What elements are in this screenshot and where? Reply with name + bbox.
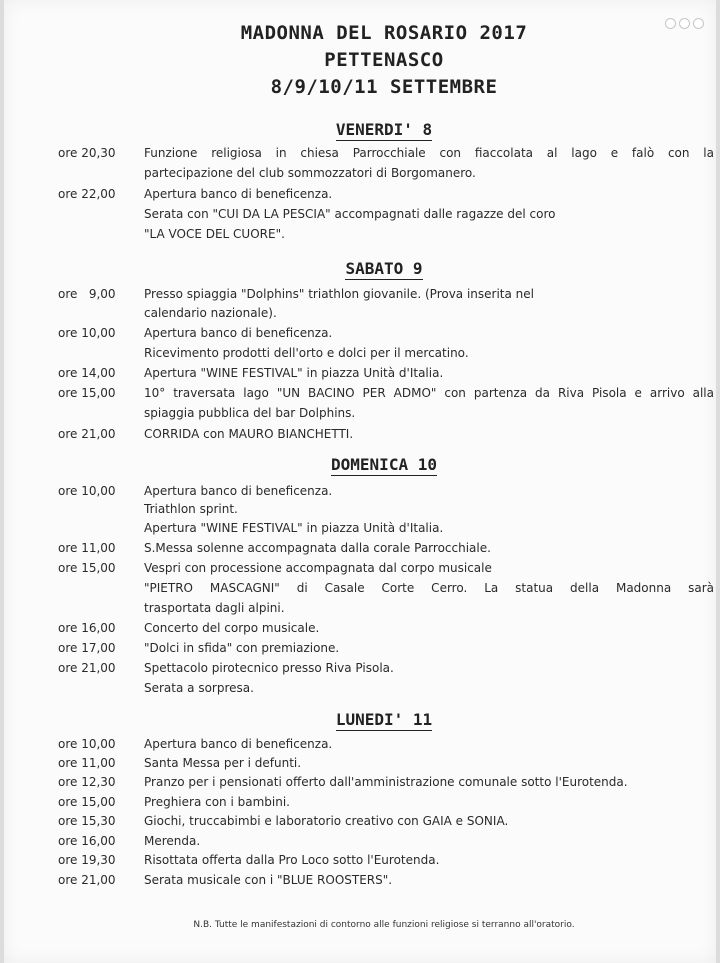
event-time: ore 12,30 [58, 775, 116, 789]
event-description: partecipazione del club sommozzatori di Borgomanero. [144, 166, 476, 180]
event-time: ore 20,30 [58, 146, 116, 160]
event-location: PETTENASCO [324, 49, 444, 71]
day-heading-venerdi: VENERDI' 8 [335, 120, 433, 139]
event-description: Ricevimento prodotti dell'orto e dolci per il mercatino. [144, 346, 469, 360]
event-description: Serata con "CUI DA LA PESCIA" accompagnati dalle ragazze del coro [144, 207, 556, 221]
event-description: Funzione religiosa in chiesa Parrocchiale con fiaccolata al lago e falò con la [144, 146, 714, 160]
event-time: ore 21,00 [58, 873, 116, 887]
event-description: Triathlon sprint. [144, 502, 238, 516]
event-time: ore 16,00 [58, 834, 116, 848]
event-description: spiaggia pubblica del bar Dolphins. [144, 406, 356, 420]
event-description: 10° traversata lago "UN BACINO PER ADMO" con partenza da Riva Pisola e arrivo alla [144, 386, 714, 400]
event-description: Merenda. [144, 834, 201, 848]
event-description: "PIETRO MASCAGNI" di Casale Corte Cerro. La statua della Madonna sarà [144, 581, 714, 595]
event-time: ore 11,00 [58, 541, 116, 555]
event-description: Apertura "WINE FESTIVAL" in piazza Unità d'Italia. [144, 366, 444, 380]
event-time: ore 10,00 [58, 484, 116, 498]
event-description: Apertura "WINE FESTIVAL" in piazza Unità d'Italia. [144, 521, 444, 535]
event-description: Apertura banco di beneficenza. [144, 187, 333, 201]
flyer-page [4, 0, 716, 963]
event-time: ore 9,00 [58, 287, 116, 301]
event-description: "Dolci in sfida" con premiazione. [144, 641, 340, 655]
event-description: Apertura banco di beneficenza. [144, 484, 333, 498]
day-heading-domenica: DOMENICA 10 [331, 455, 437, 474]
event-description: CORRIDA con MAURO BIANCHETTI. [144, 427, 354, 441]
event-time: ore 17,00 [58, 641, 116, 655]
event-description: "LA VOCE DEL CUORE". [144, 227, 285, 241]
event-description: Presso spiaggia "Dolphins" triathlon giovanile. (Prova inserita nel [144, 287, 535, 301]
event-time: ore 14,00 [58, 366, 116, 380]
event-description: Santa Messa per i defunti. [144, 756, 302, 770]
event-time: ore 16,00 [58, 621, 116, 635]
event-time: ore 15,00 [58, 386, 116, 400]
event-description: Serata a sorpresa. [144, 681, 254, 695]
event-time: ore 15,00 [58, 561, 116, 575]
event-time: ore 10,00 [58, 326, 116, 340]
event-time: ore 15,30 [58, 814, 116, 828]
event-description: trasportata dagli alpini. [144, 601, 285, 615]
event-time: ore 10,00 [58, 737, 116, 751]
event-dates: 8/9/10/11 SETTEMBRE [270, 76, 498, 98]
event-description: Apertura banco di beneficenza. [144, 326, 333, 340]
event-description: Spettacolo pirotecnico presso Riva Pisola. [144, 661, 394, 675]
event-title: MADONNA DEL ROSARIO 2017 [240, 22, 528, 44]
event-description: Serata musicale con i "BLUE ROOSTERS". [144, 873, 393, 887]
event-description: Apertura banco di beneficenza. [144, 737, 333, 751]
event-description: Preghiera con i bambini. [144, 795, 290, 809]
day-heading-lunedi: LUNEDI' 11 [335, 710, 433, 729]
event-description: S.Messa solenne accompagnata dalla corale Parrocchiale. [144, 541, 491, 555]
event-time: ore 15,00 [58, 795, 116, 809]
event-description: calendario nazionale). [144, 306, 277, 320]
footer-note: N.B. Tutte le manifestazioni di contorno alle funzioni religiose si terranno all'oratorio. [193, 920, 575, 930]
event-time: ore 11,00 [58, 756, 116, 770]
event-description: Vespri con processione accompagnata dal corpo musicale [144, 561, 492, 575]
event-time: ore 21,00 [58, 661, 116, 675]
event-description: Giochi, truccabimbi e laboratorio creativo con GAIA e SONIA. [144, 814, 509, 828]
event-description: Pranzo per i pensionati offerto dall'amministrazione comunale sotto l'Eurotenda. [144, 775, 628, 789]
day-heading-sabato: SABATO 9 [345, 259, 423, 278]
event-description: Concerto del corpo musicale. [144, 621, 320, 635]
event-time: ore 19,30 [58, 853, 116, 867]
event-time: ore 21,00 [58, 427, 116, 441]
event-description: Risottata offerta dalla Pro Loco sotto l'Eurotenda. [144, 853, 440, 867]
event-time: ore 22,00 [58, 187, 116, 201]
